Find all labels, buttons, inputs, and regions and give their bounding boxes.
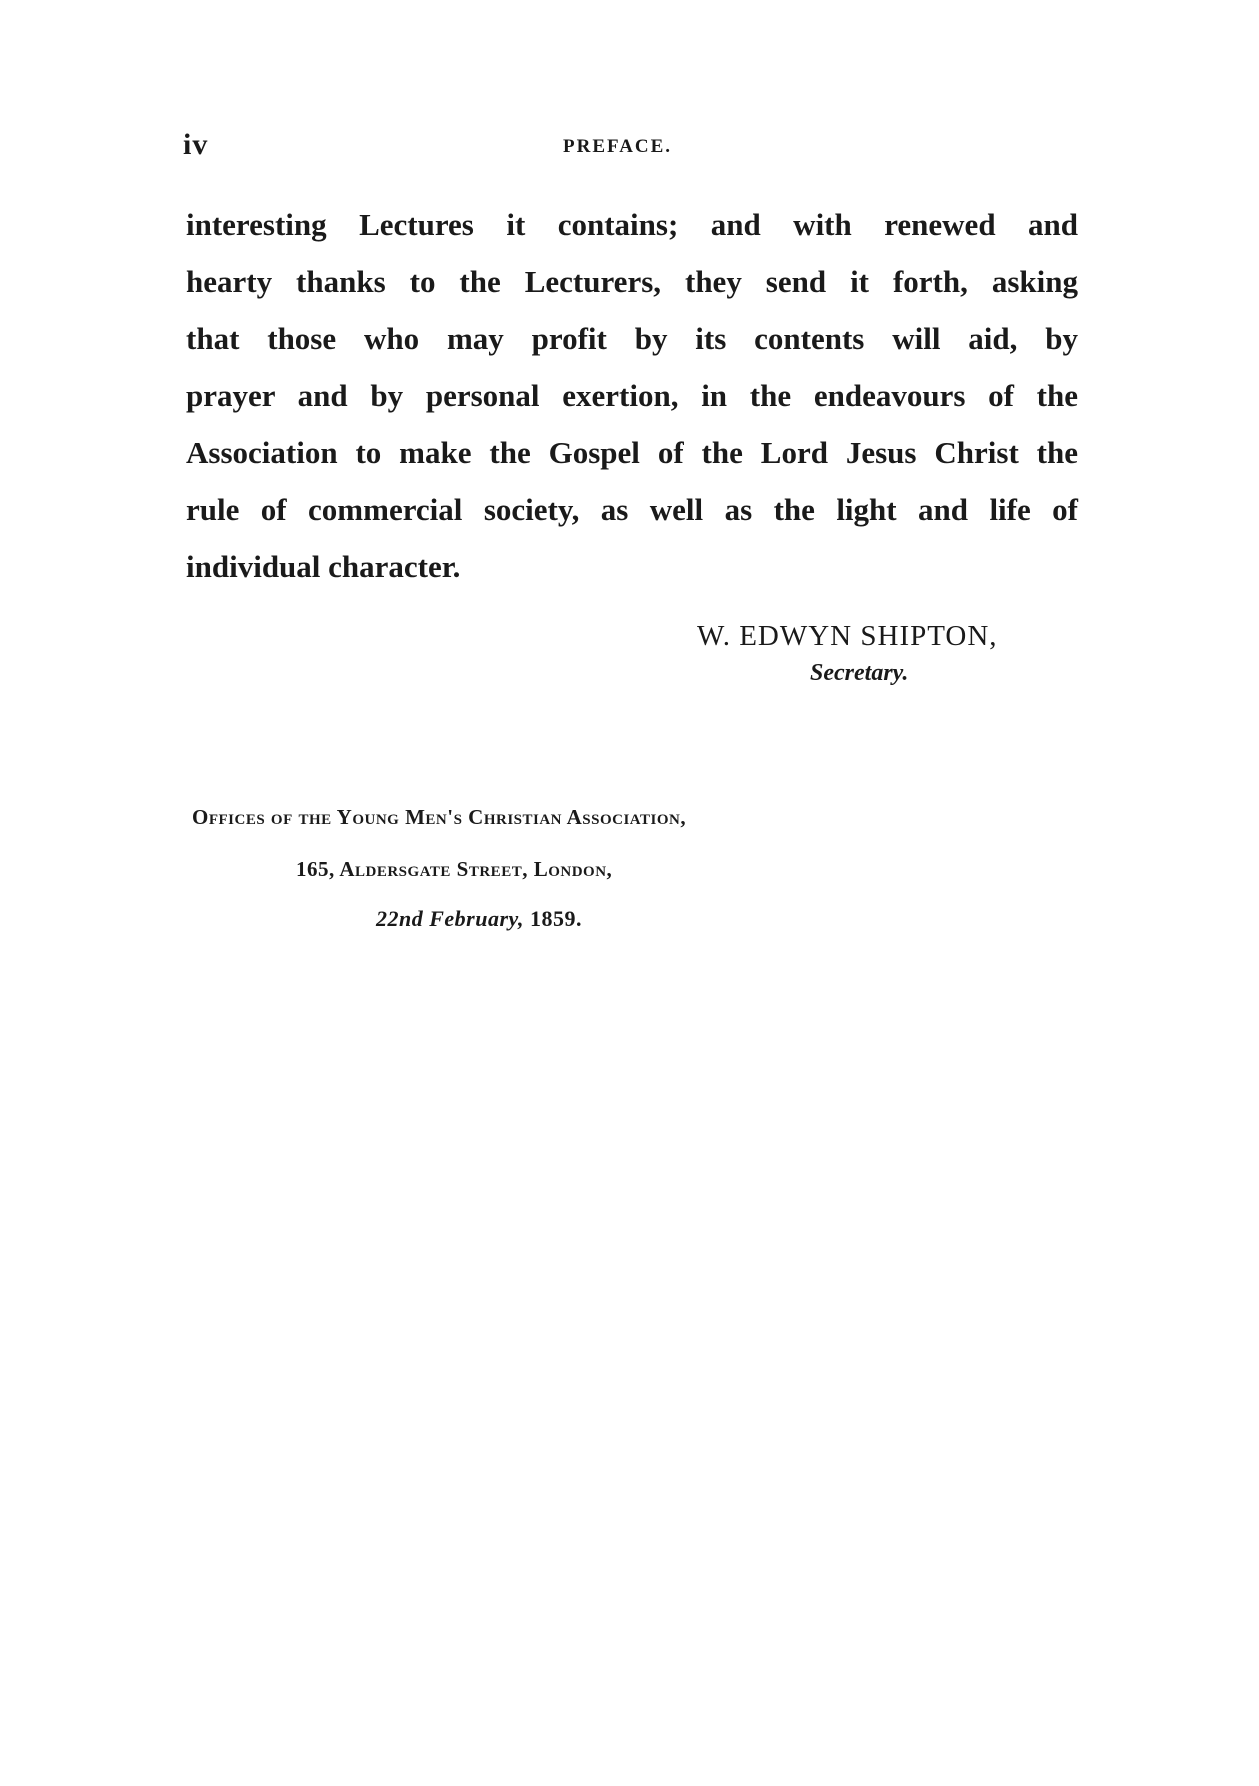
text-line: that those who may profit by its contents will aid, by <box>186 321 1078 356</box>
signature-title: Secretary. <box>810 660 909 686</box>
text-line: individual character. <box>186 549 461 584</box>
running-head <box>183 128 1075 168</box>
date-year: 1859. <box>523 906 582 931</box>
running-title: PREFACE. <box>563 136 673 157</box>
text-line: hearty thanks to the Lecturers, they send it forth, asking <box>186 264 1078 299</box>
preface-paragraph <box>186 196 1078 595</box>
text-line: rule of commercial society, as well as the light and life of <box>186 492 1078 527</box>
address-date <box>376 906 582 932</box>
text-line: prayer and by personal exertion, in the endeavours of the <box>186 378 1078 413</box>
text-line: Association to make the Gospel of the Lord Jesus Christ the <box>186 435 1078 470</box>
address-line-street: 165, Aldersgate Street, London, <box>296 857 613 881</box>
page-number: iv <box>183 128 209 161</box>
date-day: 22nd February, <box>376 906 524 931</box>
signature-name: W. EDWYN SHIPTON, <box>697 620 998 652</box>
text-line: interesting Lectures it contains; and with renewed and <box>186 207 1078 242</box>
address-line-offices: Offices of the Young Men's Christian Association, <box>192 805 687 829</box>
